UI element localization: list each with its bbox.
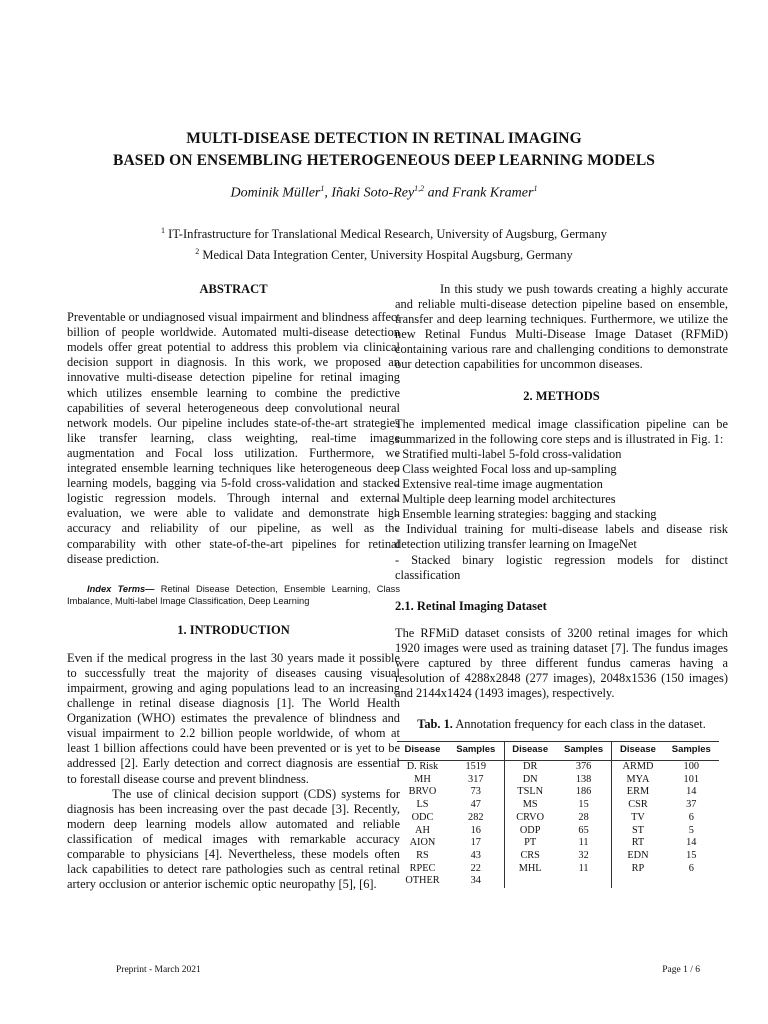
right-column xyxy=(395,282,728,888)
methods-step: - Multiple deep learning model architectures xyxy=(395,492,616,507)
column-header-samples: Samples xyxy=(556,742,612,761)
table-row xyxy=(397,761,719,774)
disease-cell: RS xyxy=(416,849,429,861)
author-affiliation-mark: 1 xyxy=(533,184,538,193)
samples-cell: 282 xyxy=(448,812,504,825)
table-row xyxy=(397,863,719,876)
table-row xyxy=(397,774,719,787)
samples-cell: 73 xyxy=(448,786,504,799)
samples-cell: 138 xyxy=(556,774,612,787)
samples-cell: 14 xyxy=(686,786,697,798)
disease-cell: ST xyxy=(631,824,644,836)
disease-cell: AION xyxy=(409,837,436,849)
disease-cell: TSLN xyxy=(517,786,544,798)
introduction-paragraph-2: The use of clinical decision support (CDS) systems for diagnosis has been increasing over the past decade [3]. Recently, modern deep learning models allow automated and reliable classification of medical images with remarkable accuracy comparable to physicians [4]. Nevertheless, these models often lack capabilities to detect rare pathologies such as central retinal artery occlusion or anterior ischemic optic neuropathy [5], [6]. xyxy=(67,786,400,892)
methods-step-list xyxy=(395,447,728,583)
disease-cell: CRVO xyxy=(516,811,545,823)
methods-intro: The implemented medical image classification pipeline can be summarized in the following core steps and is illustrated in Fig. 1: xyxy=(395,416,728,446)
methods-step: - Class weighted Focal loss and up-sampling xyxy=(395,461,617,476)
samples-cell: 16 xyxy=(448,825,504,838)
disease-cell: ERM xyxy=(626,786,650,798)
samples-cell: 47 xyxy=(448,799,504,812)
samples-cell: 17 xyxy=(448,837,504,850)
disease-cell: LS xyxy=(416,799,429,811)
footer-preprint-date: Preprint - March 2021 xyxy=(116,965,201,975)
disease-cell: PT xyxy=(524,837,537,849)
samples-cell: 34 xyxy=(448,875,504,888)
author-separator: , xyxy=(324,185,332,201)
methods-step: - Stratified multi-label 5-fold cross-validation xyxy=(395,446,622,461)
index-terms-text: Retinal Disease Detection, Ensemble Learning, Class Imbalance, Multi-label Image Classification, Deep Learning xyxy=(67,583,400,606)
samples-cell: 28 xyxy=(556,812,612,825)
table-row xyxy=(397,799,719,812)
table-row xyxy=(397,786,719,799)
samples-cell: 6 xyxy=(688,862,694,874)
left-column xyxy=(67,282,400,892)
footer-page-number: Page 1 / 6 xyxy=(662,965,700,975)
affiliation-number: 1 xyxy=(161,226,166,235)
samples-cell: 186 xyxy=(556,786,612,799)
abstract-text: Preventable or undiagnosed visual impairment and blindness affect billion of people worldwide. Automated multi-disease detection models offer great potential to address this problem via clinical decision support in diagnosis. In this work, we proposed an innovative multi-disease detection pipeline for retinal imaging which utilizes ensemble learning to combine the predictive capabilities of several heterogeneous deep convolutional neural network models. Our pipeline includes state-of-the-art strategies like transfer learning, class weighting, real-time image augmentation and Focal loss utilization. Furthermore, we integrated ensemble learning techniques like heterogeneous deep learning models, bagging via 5-fold cross-validation and stacked logistic regression models. Through internal and external evaluation, we were able to validate and demonstrate high accuracy and reliability of our pipeline, as well as the comparability with other state-of-the-art pipelines for retinal disease prediction. xyxy=(67,310,400,566)
author-name: Frank Kramer xyxy=(452,185,534,201)
author-name: Iñaki Soto-Rey xyxy=(331,185,415,201)
disease-cell: CRS xyxy=(520,849,540,861)
table-header-row xyxy=(397,742,719,761)
disease-cell xyxy=(504,875,556,888)
methods-step: - Ensemble learning strategies: bagging and stacking xyxy=(395,507,657,522)
samples-cell: 15 xyxy=(556,799,612,812)
samples-cell: 14 xyxy=(686,837,697,849)
methods-heading: 2. METHODS xyxy=(523,388,600,403)
table-caption-label: Tab. 1. xyxy=(417,717,453,732)
disease-cell: DN xyxy=(522,773,538,785)
disease-cell: ODC xyxy=(411,811,434,823)
samples-cell: 32 xyxy=(556,850,612,863)
disease-cell xyxy=(612,875,664,888)
author-affiliation-mark: 1 xyxy=(320,184,325,193)
samples-cell: 1519 xyxy=(448,761,504,774)
affiliation-number: 2 xyxy=(195,247,200,257)
disease-cell: AH xyxy=(415,824,430,836)
annotation-frequency-table xyxy=(397,741,719,888)
methods-step: - Extensive real-time image augmentation xyxy=(395,477,603,492)
disease-cell: RP xyxy=(631,862,645,874)
samples-cell: 317 xyxy=(448,774,504,787)
methods-step: - Individual training for multi-disease labels and disease risk detection utilizing transfer learning on ImageNet xyxy=(395,522,728,552)
affiliations xyxy=(0,222,768,264)
affiliation-line xyxy=(0,222,768,243)
disease-cell: ARMD xyxy=(622,761,654,773)
samples-cell: 101 xyxy=(683,773,699,785)
disease-cell: TV xyxy=(631,811,645,823)
affiliation-line xyxy=(0,243,768,264)
samples-cell: 6 xyxy=(688,811,694,823)
samples-cell: 376 xyxy=(556,761,612,774)
methods-step: - Stacked binary logistic regression models for distinct classification xyxy=(395,552,728,582)
disease-cell: MH xyxy=(414,773,431,785)
affiliation-text: IT-Infrastructure for Translational Medical Research, University of Augsburg, Germany xyxy=(165,227,607,242)
table-row xyxy=(397,850,719,863)
abstract-heading: ABSTRACT xyxy=(199,282,268,296)
dataset-heading: 2.1. Retinal Imaging Dataset xyxy=(395,598,547,613)
table-row xyxy=(397,837,719,850)
samples-cell: 100 xyxy=(683,761,699,773)
column-header-samples: Samples xyxy=(448,742,504,761)
title-line-1: MULTI-DISEASE DETECTION IN RETINAL IMAGING xyxy=(186,130,582,147)
disease-cell: RT xyxy=(631,837,645,849)
samples-cell: 11 xyxy=(556,863,612,876)
table-row xyxy=(397,825,719,838)
samples-cell: 5 xyxy=(688,824,694,836)
samples-cell: 15 xyxy=(686,849,697,861)
paper-title xyxy=(0,128,768,172)
dataset-text: The RFMiD dataset consists of 3200 retinal images for which 1920 images were used as training dataset [7]. The fundus images were captured by three different fundus cameras having a resolution of 4288x2848 (277 images), 2048x1536 (150 images) and 2144x1424 (1493 images), respectively. xyxy=(395,625,728,701)
column-header-disease: Disease xyxy=(504,742,556,761)
samples-cell xyxy=(556,875,612,888)
disease-cell: MYA xyxy=(626,773,650,785)
samples-cell: 22 xyxy=(448,863,504,876)
affiliation-text: Medical Data Integration Center, University Hospital Augsburg, Germany xyxy=(199,248,573,263)
index-terms xyxy=(67,583,400,607)
disease-cell: RPEC xyxy=(409,862,436,874)
samples-cell xyxy=(664,875,719,888)
disease-cell: MS xyxy=(522,799,538,811)
disease-cell: D. Risk xyxy=(406,761,439,773)
table-row xyxy=(397,812,719,825)
table-caption-text: Annotation frequency for each class in the dataset. xyxy=(452,717,706,732)
disease-cell: ODP xyxy=(519,824,541,836)
title-line-2: BASED ON ENSEMBLING HETEROGENEOUS DEEP LEARNING MODELS xyxy=(113,152,655,169)
disease-cell: MHL xyxy=(518,862,542,874)
author-name: Dominik Müller xyxy=(230,185,321,201)
author-separator: and xyxy=(424,185,453,201)
introduction-paragraph-1: Even if the medical progress in the last 30 years made it possible to successfully treat the majority of diseases causing visual impairment, growing and aging populations lead to an increasing challenge in retinal disease diagnosis [1]. The World Health Organization (WHO) estimates the prevalence of blindness and visual impairment to 2.2 billion people worldwide, of whom at least 1 billion affections could have been prevented or is yet to be addressed [2]. Early detection and correct diagnosis are essential to forestall disease course and prevent blindness. xyxy=(67,650,400,786)
introduction-heading: 1. INTRODUCTION xyxy=(177,622,290,637)
samples-cell: 43 xyxy=(448,850,504,863)
disease-cell: BRVO xyxy=(408,786,437,798)
table-row xyxy=(397,875,719,888)
index-terms-label: Index Terms— xyxy=(87,583,155,594)
column-header-disease: Disease xyxy=(612,742,664,761)
table-caption xyxy=(395,717,728,732)
samples-cell: 37 xyxy=(686,799,697,811)
author-list xyxy=(0,184,768,202)
column-header-disease: Disease xyxy=(397,742,448,761)
samples-cell: 11 xyxy=(556,837,612,850)
disease-cell: DR xyxy=(523,761,538,773)
column-header-samples: Samples xyxy=(664,742,719,761)
samples-cell: 65 xyxy=(556,825,612,838)
disease-cell: CSR xyxy=(628,799,648,811)
author-affiliation-mark: 1,2 xyxy=(414,184,425,193)
introduction-paragraph-3: In this study we push towards creating a highly accurate and reliable multi-disease detection pipeline based on ensemble, transfer and deep learning techniques. Furthermore, we utilize the new Retinal Fundus Multi-Disease Image Dataset (RFMiD) containing various rare and challenging conditions to demonstrate our detection capabilities for uncommon diseases. xyxy=(395,282,728,372)
disease-cell: OTHER xyxy=(405,875,440,887)
disease-cell: EDN xyxy=(627,849,649,861)
